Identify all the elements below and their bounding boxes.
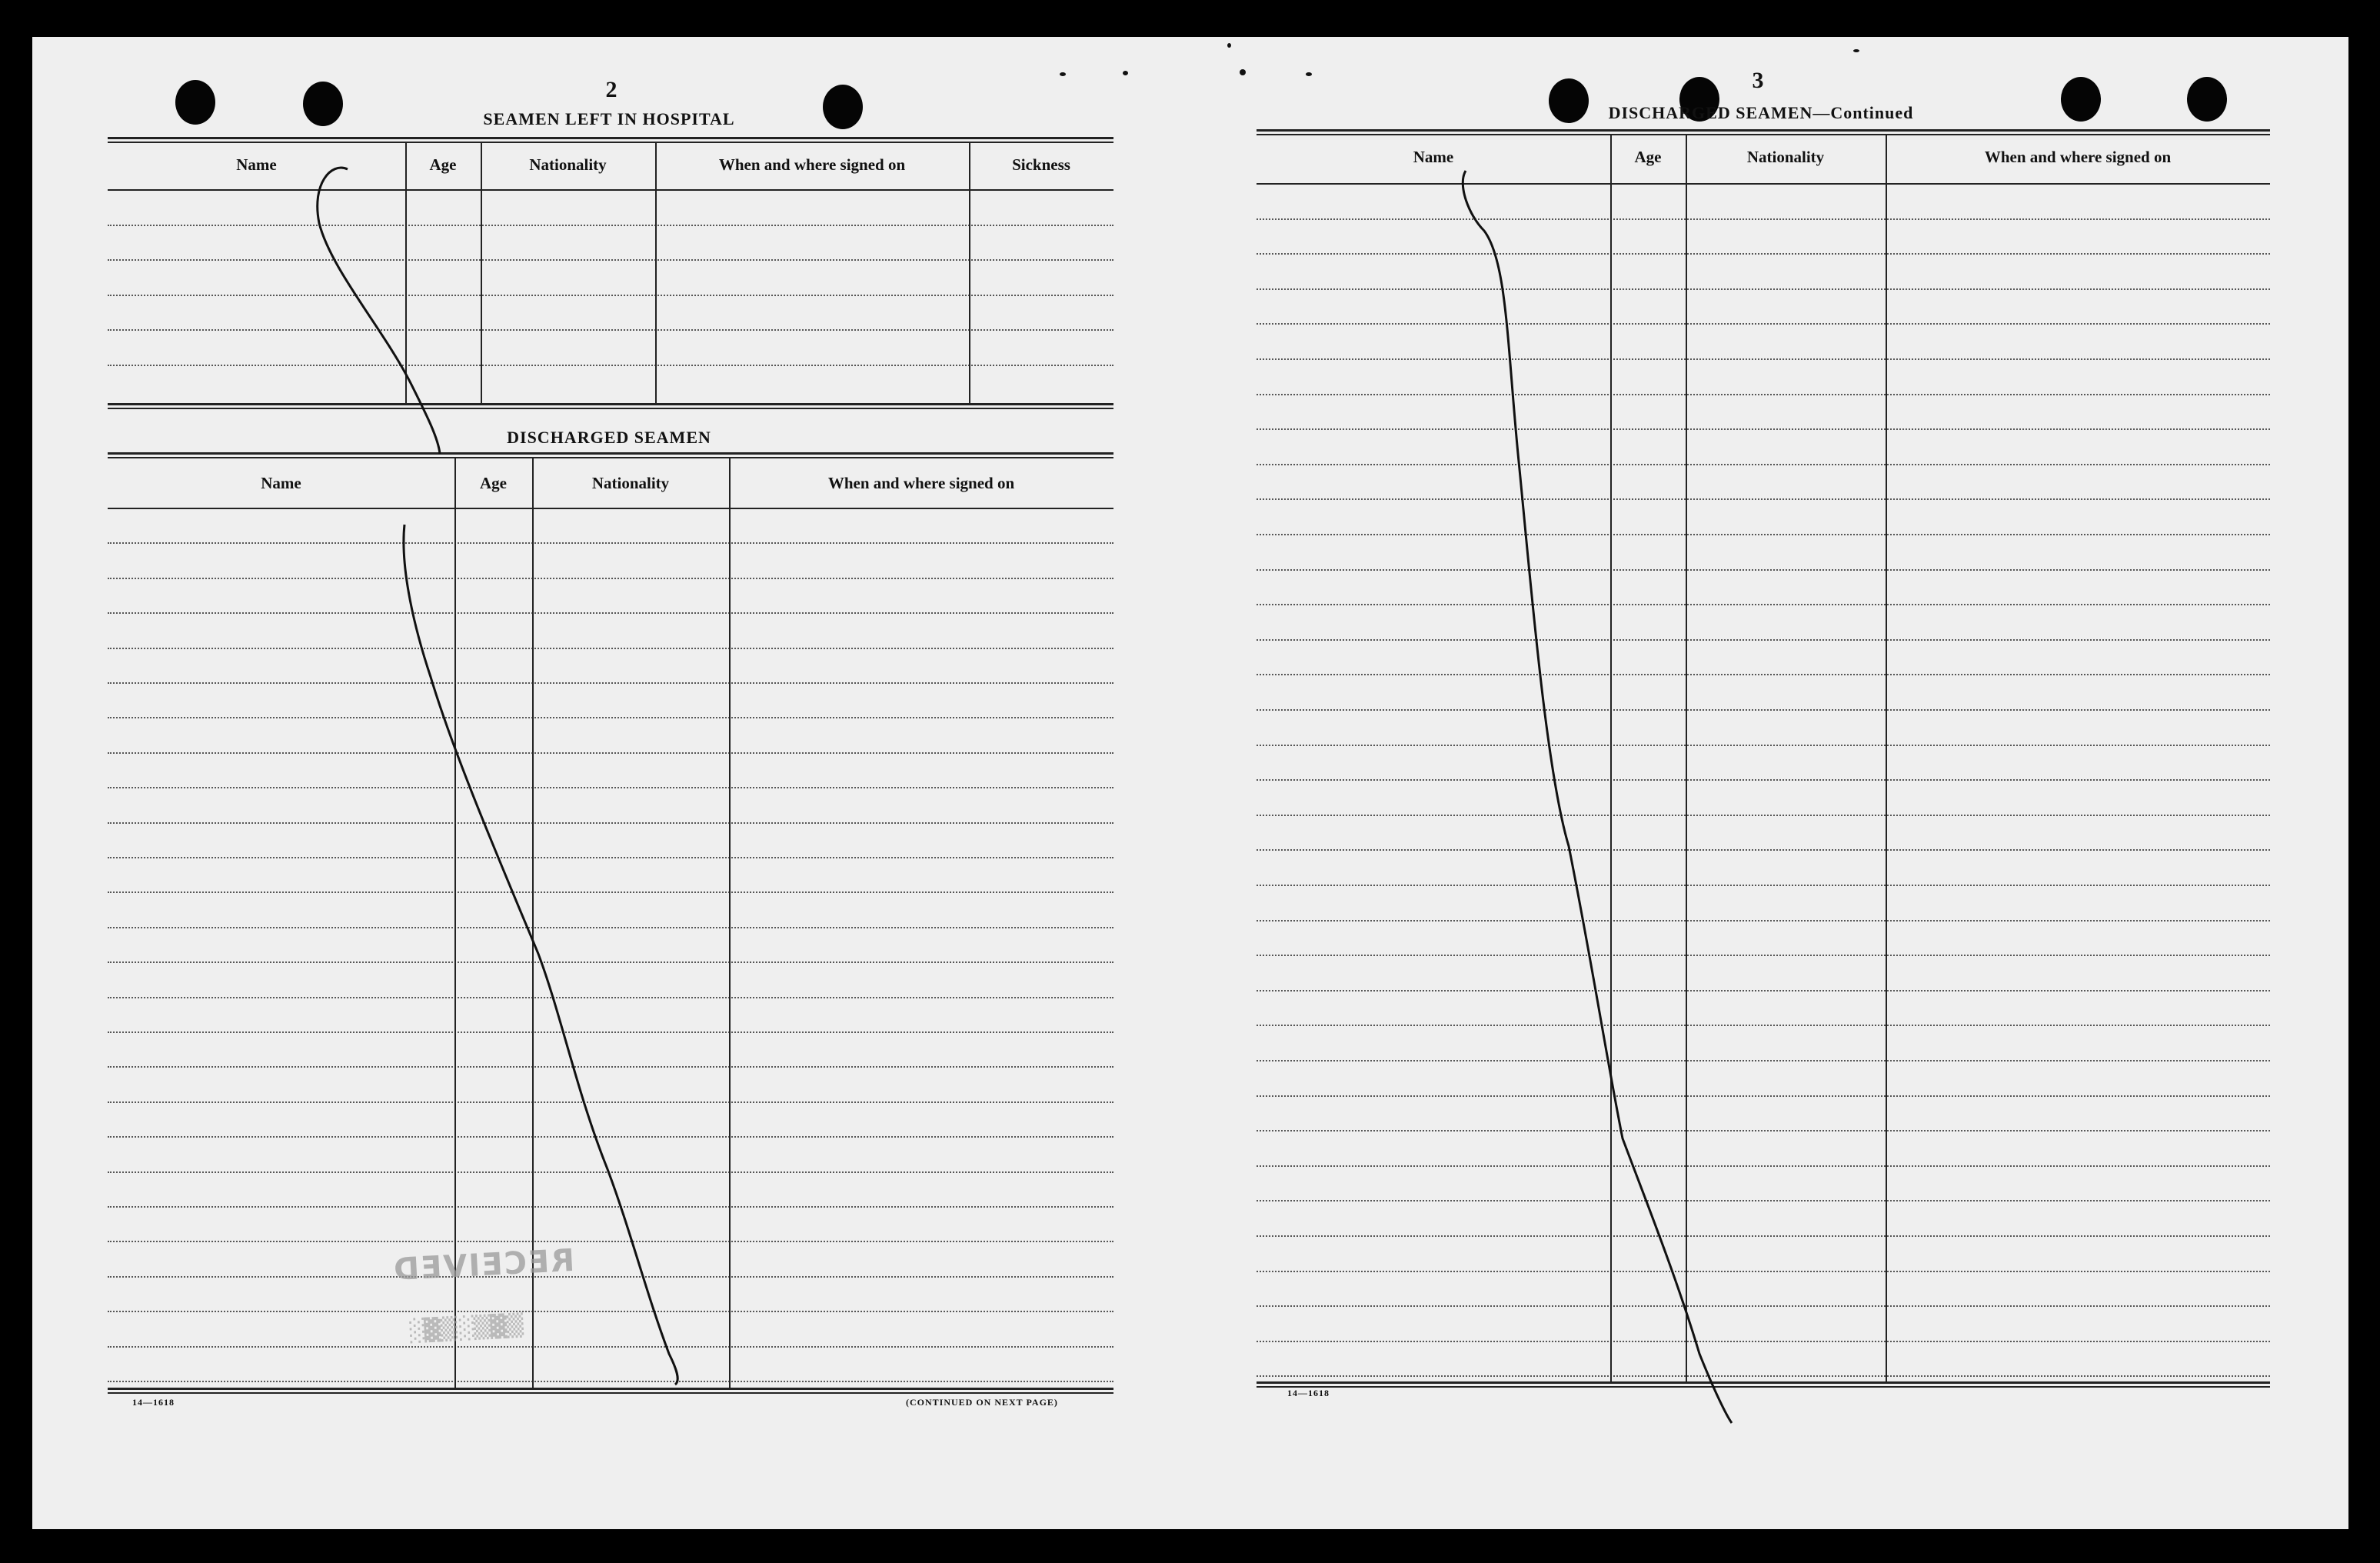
row-line bbox=[1257, 849, 2270, 851]
punch-hole-6 bbox=[2061, 77, 2101, 122]
table-bottom-rule bbox=[108, 403, 1113, 405]
speck bbox=[1060, 72, 1066, 76]
column-header: Age bbox=[480, 474, 507, 492]
row-line bbox=[1257, 323, 2270, 325]
speck bbox=[1227, 43, 1231, 48]
table-top-rule bbox=[1257, 129, 2270, 132]
row-line bbox=[1257, 709, 2270, 711]
header-rule bbox=[1257, 183, 2270, 185]
row-line bbox=[108, 225, 1113, 226]
row-line bbox=[1257, 1375, 2270, 1377]
header-rule bbox=[108, 189, 1113, 191]
row-line bbox=[108, 1101, 1113, 1103]
column-divider bbox=[1886, 135, 1887, 1381]
table-top-rule bbox=[108, 142, 1113, 143]
column-divider bbox=[1686, 135, 1687, 1381]
speck bbox=[1306, 72, 1312, 76]
column-header: Nationality bbox=[529, 155, 607, 174]
speck bbox=[1240, 69, 1246, 75]
row-line bbox=[1257, 534, 2270, 535]
column-header: Nationality bbox=[1746, 148, 1825, 166]
row-line bbox=[108, 1136, 1113, 1138]
row-line bbox=[1257, 1305, 2270, 1307]
row-line bbox=[108, 1241, 1113, 1242]
column-header: Age bbox=[429, 155, 457, 174]
column-header: Name bbox=[261, 474, 301, 492]
row-line bbox=[108, 891, 1113, 893]
column-header: Age bbox=[1634, 148, 1662, 166]
row-line bbox=[1257, 920, 2270, 921]
row-line bbox=[108, 578, 1113, 579]
page-number: 3 bbox=[1752, 68, 1764, 93]
row-line bbox=[1257, 498, 2270, 500]
row-line bbox=[108, 752, 1113, 754]
row-line bbox=[1257, 779, 2270, 781]
table-top-rule bbox=[108, 137, 1113, 139]
row-line bbox=[1257, 815, 2270, 816]
row-line bbox=[1257, 1200, 2270, 1201]
row-line bbox=[108, 1276, 1113, 1278]
row-line bbox=[108, 365, 1113, 366]
row-line bbox=[108, 542, 1113, 544]
row-line bbox=[108, 1311, 1113, 1312]
punch-hole-7 bbox=[2187, 77, 2227, 122]
speck bbox=[1853, 49, 1859, 52]
row-line bbox=[1257, 218, 2270, 220]
row-line bbox=[108, 1066, 1113, 1068]
row-line bbox=[108, 997, 1113, 998]
form-number: 14—1618 bbox=[1287, 1388, 1330, 1398]
row-line bbox=[108, 1171, 1113, 1173]
column-divider bbox=[405, 143, 407, 403]
column-header: When and where signed on bbox=[827, 474, 1015, 492]
row-line bbox=[1257, 885, 2270, 886]
section-title-discharged: DISCHARGED SEAMEN bbox=[507, 428, 711, 447]
punch-hole-4 bbox=[1549, 78, 1589, 123]
row-line bbox=[108, 259, 1113, 261]
table-bottom-rule bbox=[108, 408, 1113, 409]
column-header: When and where signed on bbox=[1984, 148, 2172, 166]
row-line bbox=[1257, 253, 2270, 255]
row-line bbox=[1257, 674, 2270, 675]
row-line bbox=[1257, 1341, 2270, 1342]
table-bottom-rule bbox=[108, 1392, 1113, 1394]
column-header: When and where signed on bbox=[718, 155, 906, 174]
row-line bbox=[108, 648, 1113, 649]
row-line bbox=[1257, 358, 2270, 360]
column-divider bbox=[655, 143, 657, 403]
row-line bbox=[108, 682, 1113, 684]
row-line bbox=[1257, 394, 2270, 395]
row-line bbox=[108, 329, 1113, 331]
section-title-discharged-continued: DISCHARGED SEAMEN—Continued bbox=[1608, 103, 1914, 122]
row-line bbox=[1257, 955, 2270, 956]
row-line bbox=[108, 717, 1113, 718]
page-number: 2 bbox=[605, 77, 617, 102]
row-line bbox=[1257, 1130, 2270, 1131]
row-line bbox=[108, 295, 1113, 296]
row-line bbox=[1257, 1060, 2270, 1061]
received-stamp: RECEIVED bbox=[391, 1242, 576, 1288]
row-line bbox=[1257, 1095, 2270, 1097]
column-divider bbox=[1610, 135, 1612, 1381]
table-top-rule bbox=[108, 457, 1113, 458]
table-bottom-rule bbox=[1257, 1381, 2270, 1384]
row-line bbox=[108, 857, 1113, 858]
row-line bbox=[1257, 1025, 2270, 1026]
row-line bbox=[108, 1206, 1113, 1208]
column-header: Name bbox=[236, 155, 277, 174]
stamp-smudge: ▒▓▒░▒▓░ bbox=[407, 1312, 524, 1344]
table-bottom-rule bbox=[108, 1388, 1113, 1390]
row-line bbox=[1257, 288, 2270, 290]
column-divider bbox=[454, 458, 456, 1388]
table-top-rule bbox=[108, 452, 1113, 455]
column-divider bbox=[729, 458, 731, 1388]
form-number: 14—1618 bbox=[132, 1397, 175, 1408]
row-line bbox=[1257, 745, 2270, 746]
row-line bbox=[1257, 1235, 2270, 1237]
row-line bbox=[108, 1346, 1113, 1348]
continued-note: (CONTINUED ON NEXT PAGE) bbox=[906, 1397, 1058, 1408]
row-line bbox=[1257, 428, 2270, 430]
punch-hole-3 bbox=[823, 85, 863, 129]
column-header: Name bbox=[1413, 148, 1454, 166]
punch-hole-2 bbox=[303, 82, 343, 126]
table-bottom-rule bbox=[1257, 1386, 2270, 1388]
row-line bbox=[1257, 464, 2270, 465]
row-line bbox=[1257, 1271, 2270, 1272]
speck bbox=[1123, 71, 1128, 75]
row-line bbox=[1257, 604, 2270, 605]
row-line bbox=[1257, 990, 2270, 991]
column-header: Sickness bbox=[1012, 155, 1070, 174]
header-rule bbox=[108, 508, 1113, 509]
row-line bbox=[108, 1031, 1113, 1033]
punch-hole-1 bbox=[175, 80, 215, 125]
table-top-rule bbox=[1257, 134, 2270, 135]
row-line bbox=[108, 961, 1113, 963]
row-line bbox=[1257, 1165, 2270, 1167]
row-line bbox=[1257, 639, 2270, 641]
row-line bbox=[108, 1381, 1113, 1382]
row-line bbox=[108, 612, 1113, 614]
column-divider bbox=[969, 143, 970, 403]
row-line bbox=[108, 927, 1113, 928]
row-line bbox=[108, 822, 1113, 824]
column-divider bbox=[481, 143, 482, 403]
column-header: Nationality bbox=[591, 474, 670, 492]
row-line bbox=[108, 787, 1113, 788]
row-line bbox=[1257, 569, 2270, 571]
section-title-hospital: SEAMEN LEFT IN HOSPITAL bbox=[483, 109, 735, 128]
